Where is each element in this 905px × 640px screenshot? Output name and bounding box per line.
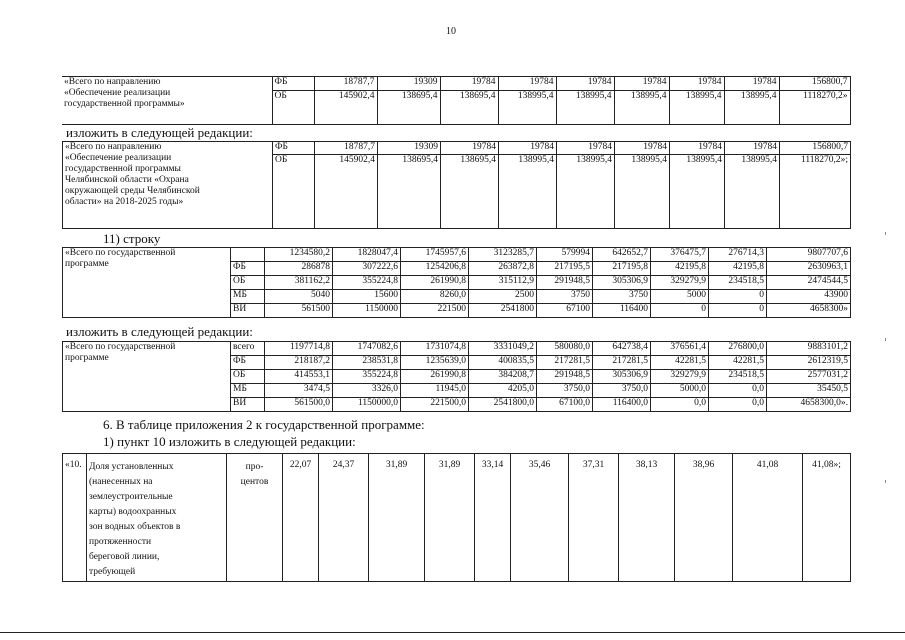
cell: 217281,5 <box>593 356 651 370</box>
cell: 8260,0 <box>401 290 469 304</box>
cell: 3750,0 <box>537 384 593 398</box>
cell: 138995,4 <box>669 91 724 125</box>
cell: 156800,7 <box>780 142 851 155</box>
cell: 18787,7 <box>315 142 378 155</box>
desc-line: требующей <box>89 567 136 577</box>
label-line: области» на 2018-2025 годы» <box>65 197 184 207</box>
cell: 19784 <box>499 142 557 155</box>
cell: 38,13 <box>619 454 675 582</box>
cell: 305306,9 <box>593 370 651 384</box>
cell: 561500 <box>265 304 333 318</box>
label-line: «Всего по государственной <box>65 248 176 258</box>
cell: 35,46 <box>511 454 569 582</box>
cell: 1254206,8 <box>401 262 469 276</box>
table-direction-new <box>62 141 851 229</box>
cell: 3750 <box>537 290 593 304</box>
cell: 11945,0 <box>401 384 469 398</box>
cell: 1745957,6 <box>401 248 469 262</box>
cell: 234518,5 <box>709 276 767 290</box>
unit-line: про- <box>245 462 264 472</box>
cell: 217195,8 <box>593 262 651 276</box>
cell: 4658300,0». <box>767 398 851 412</box>
cell: 1234580,2 <box>265 248 333 262</box>
cell: 138995,4 <box>499 155 557 229</box>
label-line: программе <box>65 259 109 269</box>
unit <box>227 454 283 582</box>
cell: 19784 <box>498 77 556 91</box>
desc-line: карты) водоохранных <box>89 507 177 517</box>
cell: 0 <box>651 304 709 318</box>
cell: 43900 <box>767 290 851 304</box>
desc-line: (нанесенных на <box>89 477 153 487</box>
cell: 37,31 <box>569 454 619 582</box>
fund-code: ФБ <box>231 262 265 276</box>
cell: 286878 <box>265 262 333 276</box>
label-line: «Всего по государственной <box>65 342 176 352</box>
label-line: «Всего по направлению <box>65 142 162 152</box>
desc-line: береговой линии, <box>89 552 160 562</box>
label-line: государственной программы <box>65 164 181 174</box>
fund-code: МБ <box>231 290 265 304</box>
cell: 19309 <box>378 142 441 155</box>
bottom-rule <box>0 632 905 633</box>
cell: 579994 <box>537 248 593 262</box>
cell: 9807707,6 <box>767 248 851 262</box>
cell: 42281,5 <box>651 356 709 370</box>
cell: 315112,9 <box>469 276 537 290</box>
cell: 276714,3 <box>709 248 767 262</box>
caption-point-10: 1) пункт 10 изложить в следующей редакции: <box>103 434 356 449</box>
cell: 35450,5 <box>767 384 851 398</box>
cell: 138695,4 <box>378 155 441 229</box>
indicator-description <box>87 454 227 582</box>
cell: 19784 <box>669 77 724 91</box>
cell: 3750 <box>593 290 651 304</box>
cell: 2541800 <box>469 304 537 318</box>
cell: 0,0 <box>709 398 767 412</box>
desc-line: Доля установленных <box>89 462 174 472</box>
cell: 4658300» <box>767 304 851 318</box>
cell: 33,14 <box>475 454 511 582</box>
fund-code: ВИ <box>231 398 265 412</box>
cell: 307222,6 <box>333 262 401 276</box>
cell: 145902,4 <box>314 91 377 125</box>
scan-mark <box>885 338 886 341</box>
cell: 38,96 <box>675 454 733 582</box>
cell: 0,0 <box>709 384 767 398</box>
cell: 138995,4 <box>725 155 780 229</box>
cell: 138695,4 <box>377 91 440 125</box>
cell: 2500 <box>469 290 537 304</box>
cell: 2541800,0 <box>469 398 537 412</box>
cell: 116400,0 <box>593 398 651 412</box>
unit-line: центов <box>240 477 269 487</box>
cell: 1197714,8 <box>265 342 333 356</box>
cell: 355224,8 <box>333 276 401 290</box>
cell: 138995,4 <box>557 155 615 229</box>
cell: 19784 <box>441 142 499 155</box>
cell: 1828047,4 <box>333 248 401 262</box>
cell: 2474544,5 <box>767 276 851 290</box>
cell: 19784 <box>614 77 669 91</box>
item-number: «10. <box>63 454 87 582</box>
row-label <box>62 77 272 125</box>
cell: 31,89 <box>369 454 425 582</box>
label-line: «Всего по направлению <box>64 77 161 87</box>
cell: 238531,8 <box>333 356 401 370</box>
cell: 376475,7 <box>651 248 709 262</box>
cell: 5000 <box>651 290 709 304</box>
cell: 642738,4 <box>593 342 651 356</box>
cell: 2630963,1 <box>767 262 851 276</box>
cell: 234518,5 <box>709 370 767 384</box>
label-line: «Обеспечение реализации <box>65 153 172 163</box>
cell: 138995,4 <box>614 91 669 125</box>
fund-code: ОБ <box>231 276 265 290</box>
cell: 305306,9 <box>593 276 651 290</box>
cell: 138995,4 <box>498 91 556 125</box>
cell: 329279,9 <box>651 276 709 290</box>
cell: 67100 <box>537 304 593 318</box>
cell: 138995,4 <box>670 155 725 229</box>
cell: 221500,0 <box>401 398 469 412</box>
table-program-new <box>62 341 851 412</box>
label-line: окружающей среды Челябинской <box>65 186 200 196</box>
table-program-old <box>62 247 851 318</box>
cell: 42195,8 <box>651 262 709 276</box>
cell: 138995,4 <box>724 91 779 125</box>
cell: 3474,5 <box>265 384 333 398</box>
cell: 41,08 <box>733 454 803 582</box>
label-line: Челябинской области «Охрана <box>65 175 189 185</box>
fund-code <box>231 248 265 262</box>
cell: 414553,1 <box>265 370 333 384</box>
row-label <box>63 342 231 412</box>
cell: 19784 <box>725 142 780 155</box>
cell: 3750,0 <box>593 384 651 398</box>
cell: 0 <box>709 290 767 304</box>
cell: 0 <box>709 304 767 318</box>
cell: 31,89 <box>425 454 475 582</box>
cell: 217281,5 <box>537 356 593 370</box>
fund-code: ФБ <box>272 77 314 91</box>
cell: 376561,4 <box>651 342 709 356</box>
cell: 642652,7 <box>593 248 651 262</box>
cell: 15600 <box>333 290 401 304</box>
caption-new-edition-1: изложить в следующей редакции: <box>66 125 253 140</box>
cell: 18787,7 <box>314 77 377 91</box>
cell: 1150000,0 <box>333 398 401 412</box>
page-number: 10 <box>446 26 456 37</box>
cell: 138695,4 <box>441 155 499 229</box>
cell: 261990,8 <box>401 370 469 384</box>
desc-line: землеустроительные <box>89 492 173 502</box>
cell: 19309 <box>377 77 440 91</box>
desc-line: зон водных объектов в <box>89 522 181 532</box>
fund-code: всего <box>231 342 265 356</box>
row-label <box>63 248 231 318</box>
cell: 276800,0 <box>709 342 767 356</box>
desc-line: протяженности <box>89 537 152 547</box>
cell: 3326,0 <box>333 384 401 398</box>
cell: 145902,4 <box>315 155 378 229</box>
fund-code: ФБ <box>273 142 315 155</box>
cell: 218187,2 <box>265 356 333 370</box>
cell: 19784 <box>557 142 615 155</box>
cell: 580080,0 <box>537 342 593 356</box>
cell: 2612319,5 <box>767 356 851 370</box>
cell: 1235639,0 <box>401 356 469 370</box>
cell: 381162,2 <box>265 276 333 290</box>
cell: 291948,5 <box>537 370 593 384</box>
scan-mark <box>885 232 886 235</box>
cell: 221500 <box>401 304 469 318</box>
cell: 400835,5 <box>469 356 537 370</box>
label-line: государственной программы» <box>64 99 185 109</box>
cell: 5040 <box>265 290 333 304</box>
cell: 9883101,2 <box>767 342 851 356</box>
cell: 19784 <box>670 142 725 155</box>
cell: 138995,4 <box>556 91 614 125</box>
fund-code: ОБ <box>231 370 265 384</box>
fund-code: ФБ <box>231 356 265 370</box>
table-direction-old <box>62 76 851 125</box>
cell: 116400 <box>593 304 651 318</box>
scan-mark <box>885 480 886 483</box>
cell: 5000,0 <box>651 384 709 398</box>
label-line: «Обеспечение реализации <box>64 88 171 98</box>
cell: 24,37 <box>319 454 369 582</box>
caption-section-6: 6. В таблице приложения 2 к государственной программе: <box>103 417 425 432</box>
label-line: программе <box>65 353 109 363</box>
cell: 1118270,2»; <box>780 155 851 229</box>
cell: 1118270,2» <box>779 91 850 125</box>
cell: 355224,8 <box>333 370 401 384</box>
cell: 4205,0 <box>469 384 537 398</box>
cell: 3123285,7 <box>469 248 537 262</box>
cell: 156800,7 <box>779 77 850 91</box>
cell: 19784 <box>440 77 498 91</box>
cell: 2577031,2 <box>767 370 851 384</box>
cell: 1731074,8 <box>401 342 469 356</box>
cell: 384208,7 <box>469 370 537 384</box>
fund-code: МБ <box>231 384 265 398</box>
cell: 138695,4 <box>440 91 498 125</box>
cell: 329279,9 <box>651 370 709 384</box>
cell: 42195,8 <box>709 262 767 276</box>
cell: 138995,4 <box>615 155 670 229</box>
cell: 19784 <box>556 77 614 91</box>
table-indicator-10 <box>62 453 851 582</box>
cell: 217195,5 <box>537 262 593 276</box>
cell: 1747082,6 <box>333 342 401 356</box>
fund-code: ОБ <box>272 91 314 125</box>
cell: 19784 <box>615 142 670 155</box>
fund-code: ВИ <box>231 304 265 318</box>
row-label <box>63 142 273 229</box>
cell: 3331049,2 <box>469 342 537 356</box>
cell: 1150000 <box>333 304 401 318</box>
cell: 561500,0 <box>265 398 333 412</box>
cell: 67100,0 <box>537 398 593 412</box>
fund-code: ОБ <box>273 155 315 229</box>
cell: 0,0 <box>651 398 709 412</box>
cell: 42281,5 <box>709 356 767 370</box>
cell: 22,07 <box>283 454 319 582</box>
cell: 261990,8 <box>401 276 469 290</box>
caption-new-edition-2: изложить в следующей редакции: <box>66 324 253 339</box>
cell: 291948,5 <box>537 276 593 290</box>
caption-line-11: 11) строку <box>103 231 161 246</box>
cell: 263872,8 <box>469 262 537 276</box>
cell: 19784 <box>724 77 779 91</box>
cell: 41,08»; <box>803 454 851 582</box>
